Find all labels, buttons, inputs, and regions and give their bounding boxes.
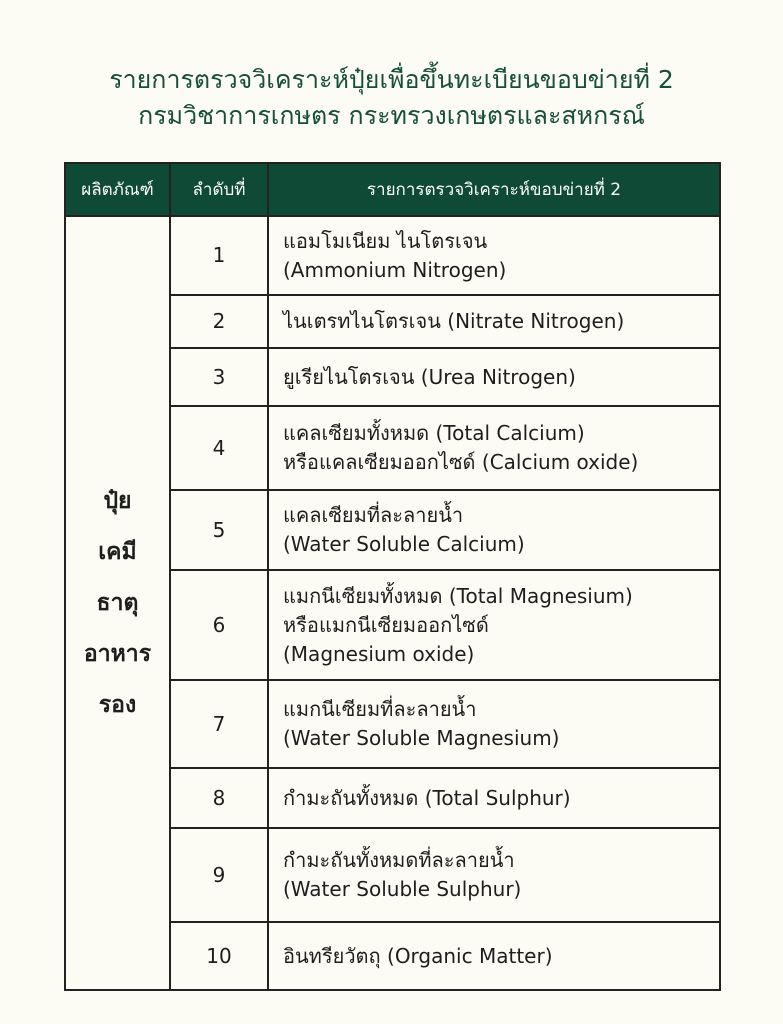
row-number: 5 bbox=[170, 490, 268, 570]
row-number: 8 bbox=[170, 768, 268, 828]
description-line: กำมะถันทั้งหมด (Total Sulphur) bbox=[283, 785, 571, 810]
header-analysis-list: รายการตรวจวิเคราะห์ขอบข่ายที่ 2 bbox=[268, 163, 720, 216]
row-description bbox=[268, 768, 720, 828]
row-number: 7 bbox=[170, 680, 268, 768]
header-product: ผลิตภัณฑ์ bbox=[65, 163, 170, 216]
row-number: 10 bbox=[170, 922, 268, 990]
description-line: แคลเซียมทั้งหมด (Total Calcium) bbox=[283, 421, 585, 445]
row-number: 9 bbox=[170, 828, 268, 922]
description-line: แอมโมเนียม ไนโตรเจน bbox=[283, 228, 488, 253]
description-line: (Magnesium oxide) bbox=[283, 641, 475, 666]
category-word: อาหาร bbox=[83, 640, 152, 667]
description-line: กำมะถันทั้งหมดที่ละลายน้ำ bbox=[283, 848, 515, 872]
row-number: 2 bbox=[170, 295, 268, 348]
category-word: รอง bbox=[98, 691, 137, 718]
row-number: 3 bbox=[170, 348, 268, 406]
row-description bbox=[268, 295, 720, 348]
description-line: อินทรียวัตถุ (Organic Matter) bbox=[283, 943, 553, 968]
category-word: เคมี bbox=[98, 538, 137, 565]
row-description bbox=[268, 922, 720, 990]
description-line: แมกนีเซียมที่ละลายน้ำ bbox=[283, 697, 477, 721]
row-description bbox=[268, 216, 720, 295]
row-description bbox=[268, 570, 720, 680]
description-line: (Water Soluble Sulphur) bbox=[283, 877, 522, 901]
description-line: (Water Soluble Magnesium) bbox=[283, 726, 560, 750]
row-description bbox=[268, 828, 720, 922]
description-line: หรือแมกนีเซียมออกไซด์ bbox=[283, 612, 489, 637]
product-category-cell bbox=[65, 216, 170, 990]
page-title bbox=[0, 62, 783, 134]
description-line: (Ammonium Nitrogen) bbox=[283, 257, 507, 282]
category-word: ปุ๋ย bbox=[103, 487, 132, 514]
header-order: ลำดับที่ bbox=[170, 163, 268, 216]
row-description bbox=[268, 490, 720, 570]
row-number: 6 bbox=[170, 570, 268, 680]
category-word: ธาตุ bbox=[96, 589, 139, 616]
description-line: ไนเตรทไนโตรเจน (Nitrate Nitrogen) bbox=[283, 309, 625, 333]
row-number: 4 bbox=[170, 406, 268, 490]
table-row bbox=[65, 216, 720, 295]
row-number: 1 bbox=[170, 216, 268, 295]
title-line-1: รายการตรวจวิเคราะห์ปุ๋ยเพื่อขึ้นทะเบียนขอบข่ายที่ 2 bbox=[109, 65, 674, 94]
description-line: ยูเรียไนโตรเจน (Urea Nitrogen) bbox=[283, 364, 576, 389]
table-header-row bbox=[65, 163, 720, 216]
row-description bbox=[268, 680, 720, 768]
description-line: แคลเซียมที่ละลายน้ำ bbox=[283, 503, 464, 527]
row-description bbox=[268, 406, 720, 490]
row-description bbox=[268, 348, 720, 406]
title-line-2: กรมวิชาการเกษตร กระทรวงเกษตรและสหกรณ์ bbox=[138, 101, 645, 130]
description-line: (Water Soluble Calcium) bbox=[283, 532, 525, 556]
description-line: แมกนีเซียมทั้งหมด (Total Magnesium) bbox=[283, 583, 633, 608]
analysis-table bbox=[64, 162, 721, 991]
description-line: หรือแคลเซียมออกไซด์ (Calcium oxide) bbox=[283, 450, 639, 474]
